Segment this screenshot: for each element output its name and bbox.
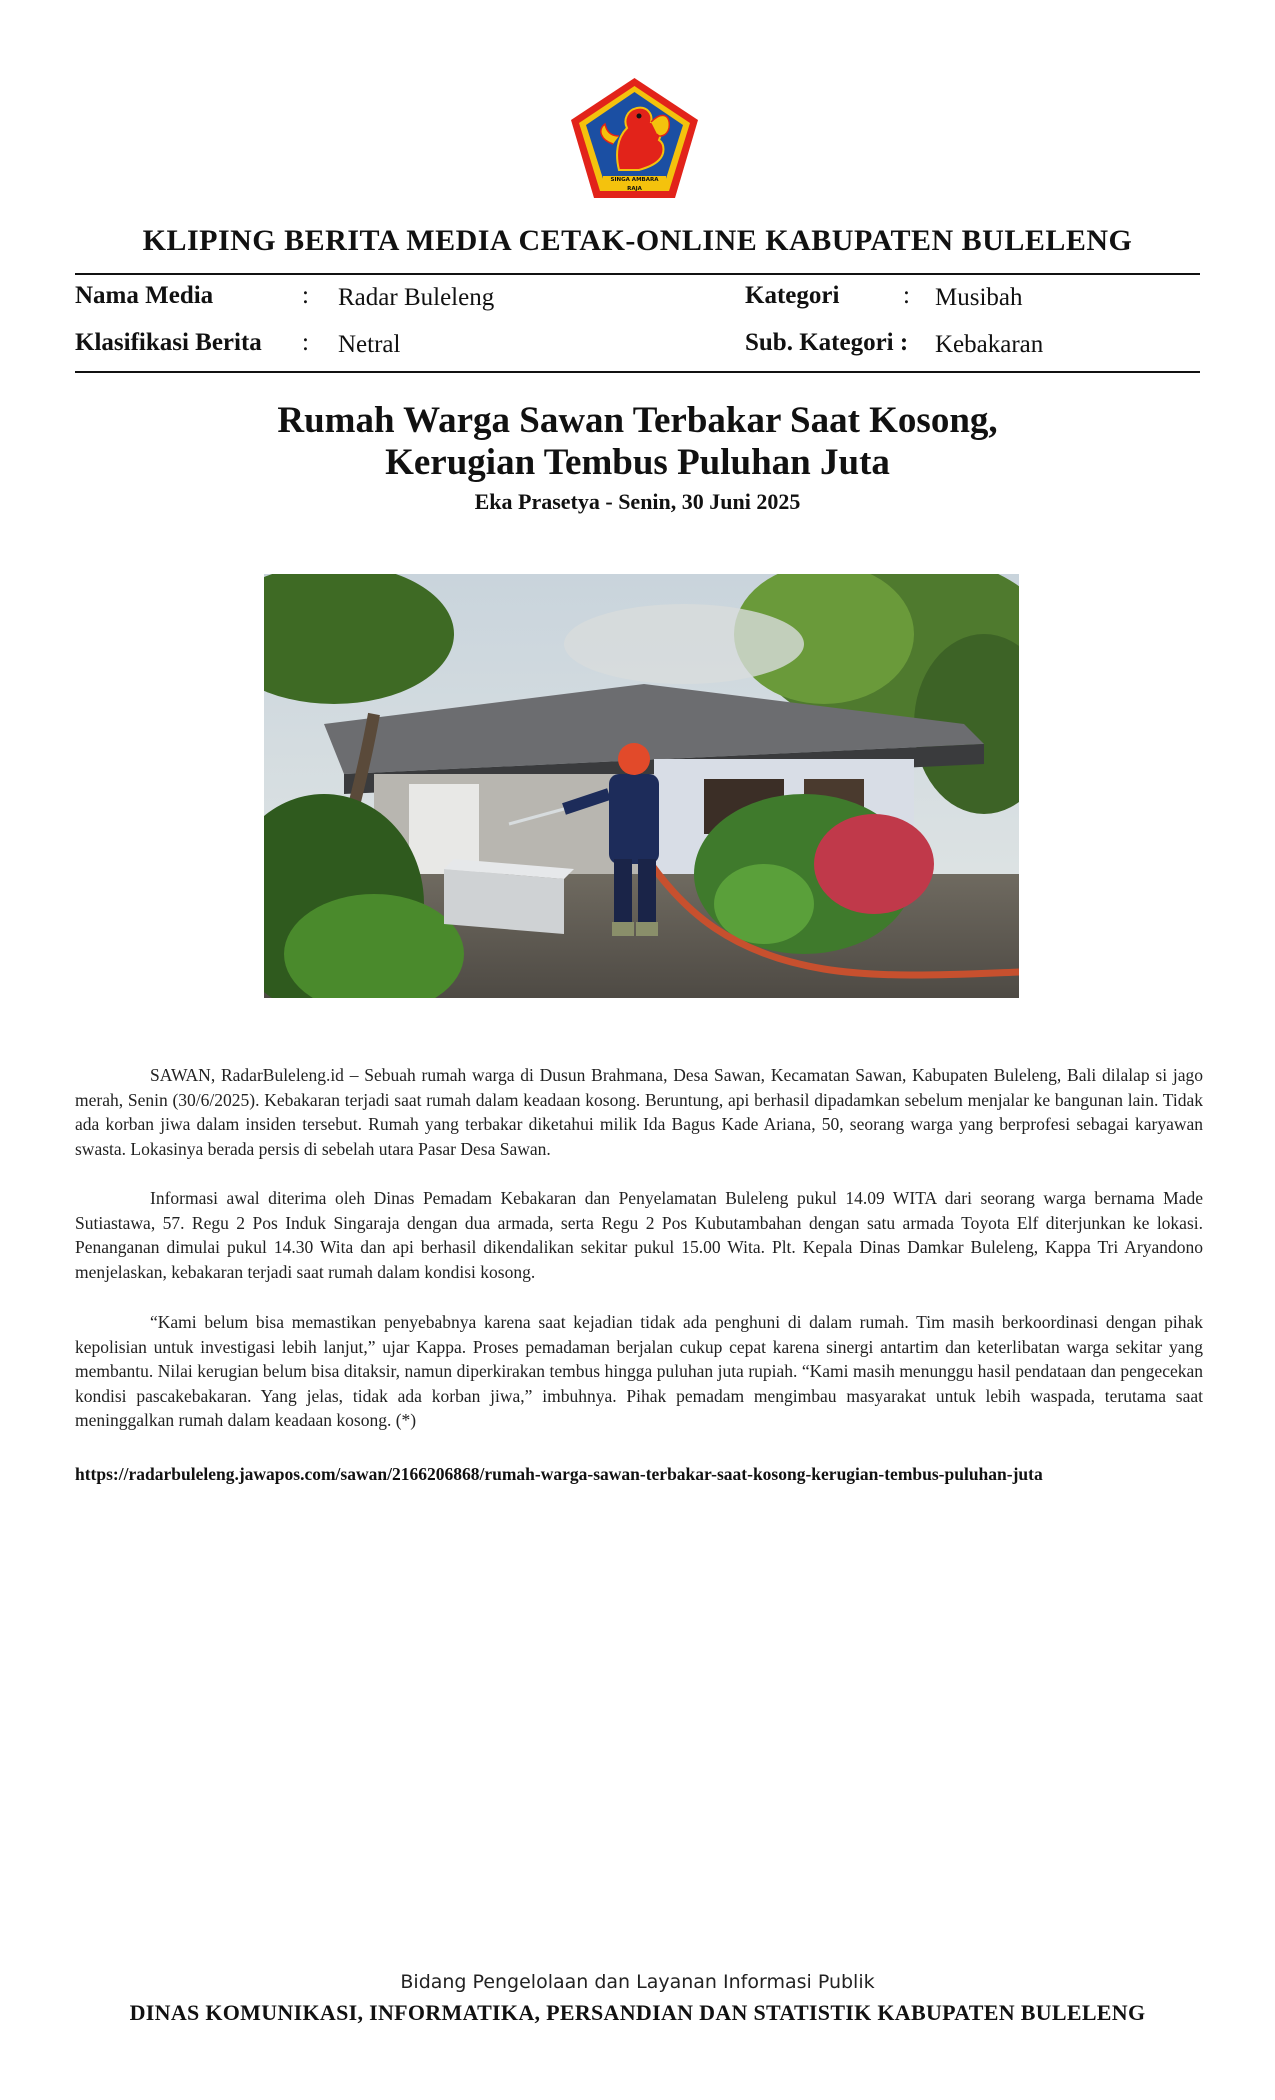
article-byline: Eka Prasetya - Senin, 30 Juni 2025: [474, 489, 801, 514]
media-name-label: Nama Media: [75, 282, 214, 309]
paragraph-3-text: “Kami belum bisa memastikan penyebabnya karena saat kejadian tidak ada penghuni di dalam rumah. Tim masih berkoordinasi dengan pihak kepolisian untuk investigasi lebih lanjut,” ujar Kappa. Proses pemadaman berjalan cukup cepat karena sinergi antartim dan keterlibatan warga sekitar yang membantu. Nilai kerugian belum bisa ditaksir, namun diperkirakan tembus hingga puluhan juta rupiah. “Kami masih menunggu hasil pendataan dan pengecekan kondisi pascakebakaran. Yang jelas, tidak ada korban jiwa,” imbuhnya. Pihak pemadam mengimbau masyarakat untuk lebih waspada, terutama saat meninggalkan rumah dalam keadaan kosong. (*): [75, 1312, 1203, 1430]
article-title: [0, 400, 1275, 484]
footer-agency: DINAS KOMUNIKASI, INFORMATIKA, PERSANDIAN DAN STATISTIK KABUPATEN BULELENG: [129, 2000, 1146, 2025]
article-paragraph-1: [75, 1063, 1203, 1161]
classification-label: Klasifikasi Berita: [75, 329, 262, 356]
article-title-line1: Rumah Warga Sawan Terbakar Saat Kosong,: [277, 400, 998, 441]
classification-colon: :: [302, 329, 309, 356]
regency-logo: [567, 74, 702, 202]
firefighter-photo-icon: [264, 574, 1019, 998]
source-url-link[interactable]: https://radarbuleleng.jawapos.com/sawan/2166206868/rumah-warga-sawan-terbakar-saat-kosong-kerugian-tembus-puluhan-juta: [75, 1464, 1043, 1484]
article-paragraph-3: [75, 1310, 1203, 1433]
sub-category-value: Kebakaran: [935, 331, 1044, 358]
paragraph-2-text: Informasi awal diterima oleh Dinas Pemadam Kebakaran dan Penyelamatan Buleleng pukul 14.09 WITA dari seorang warga bernama Made Sutiastawa, 57. Regu 2 Pos Induk Singaraja dengan dua armada, serta Regu 2 Pos Kubutambahan dengan satu armada Toyota Elf diterjunkan ke lokasi. Penanganan dimulai pukul 14.30 Wita dan api berhasil dikendalikan sekitar pukul 15.00 Wita. Plt. Kepala Dinas Damkar Buleleng, Kappa Tri Aryandono menjelaskan, kebakaran terjadi saat rumah dalam kondisi kosong.: [75, 1188, 1203, 1282]
classification-value: Netral: [338, 331, 401, 358]
header-divider-top: [75, 273, 1200, 275]
article-photo: [264, 574, 1019, 998]
article-title-line2: Kerugian Tembus Puluhan Juta: [385, 442, 890, 483]
media-name-value: Radar Buleleng: [338, 284, 495, 311]
article-paragraph-2: [75, 1186, 1203, 1284]
paragraph-1-text: SAWAN, RadarBuleleng.id – Sebuah rumah warga di Dusun Brahmana, Desa Sawan, Kecamatan Sawan, Kabupaten Buleleng, Bali dilalap si jago merah, Senin (30/6/2025). Kebakaran terjadi saat rumah dalam keadaan kosong. Beruntung, api berhasil dipadamkan sebelum menjalar ke bangunan lain. Tidak ada korban jiwa dalam insiden tersebut. Rumah yang terbakar diketahui milik Ida Bagus Kade Ariana, 50, seorang warga yang berprofesi sebagai karyawan swasta. Lokasinya berada persis di sebelah utara Pasar Desa Sawan.: [75, 1065, 1203, 1159]
category-label: Kategori: [745, 282, 840, 309]
header-divider-bottom: [75, 371, 1200, 373]
sub-category-label: Sub. Kategori :: [745, 329, 909, 356]
category-colon: :: [903, 282, 910, 309]
clipping-header-title: KLIPING BERITA MEDIA CETAK-ONLINE KABUPATEN BULELENG: [142, 224, 1133, 257]
footer-division: Bidang Pengelolaan dan Layanan Informasi Publik: [400, 1971, 875, 1993]
media-name-colon: :: [302, 282, 309, 309]
logo-caption: SINGA AMBARA RAJA: [610, 177, 659, 192]
category-value: Musibah: [935, 284, 1023, 311]
